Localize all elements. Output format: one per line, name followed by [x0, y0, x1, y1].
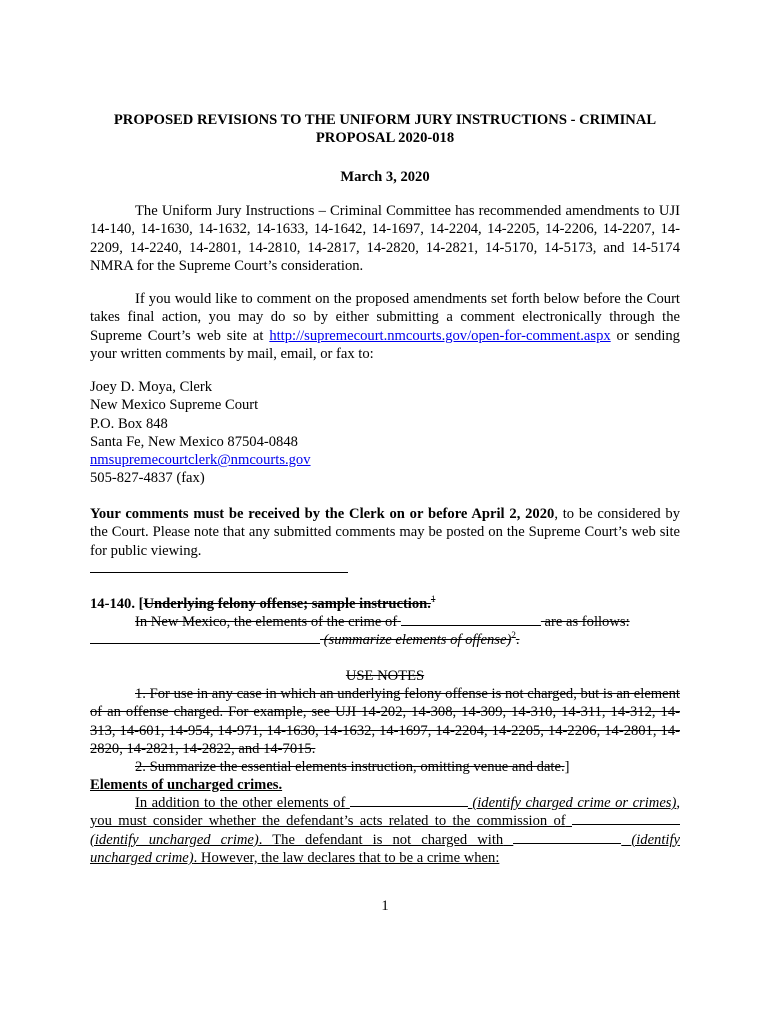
uncharged-crimes-heading: Elements of uncharged crimes.: [90, 777, 283, 793]
title-line-2: PROPOSAL 2020-018: [315, 130, 455, 147]
new-p-text-d: (identify uncharged crime): [90, 831, 259, 848]
use-note-2-bracket: ]: [564, 759, 570, 775]
uncharged-crime-blank-2: [513, 831, 621, 844]
new-p-text-c: , you must consider whether the defendant’s acts related to the commission of: [90, 795, 680, 830]
intro-paragraph-2-text-b: or sending your written comments by mail, email, or fax to:: [90, 327, 680, 362]
uncharged-crime-blank-1: [572, 812, 680, 825]
open-for-comment-link[interactable]: http://supremecourt.nmcourts.gov/open-for-comment.aspx: [269, 327, 611, 344]
struck-line-2-end: .: [515, 632, 520, 648]
title-line-1: PROPOSED REVISIONS TO THE UNIFORM JURY INSTRUCTIONS - CRIMINAL: [113, 112, 657, 128]
intro-paragraph-2: [90, 290, 680, 363]
struck-line-2-text: (summarize elements of offense): [323, 632, 512, 648]
address-line-court: New Mexico Supreme Court: [90, 397, 259, 414]
address-line-box: P.O. Box 848: [90, 415, 168, 432]
crime-blank: [401, 613, 541, 626]
document-date: March 3, 2020: [340, 169, 430, 185]
deadline-paragraph: [90, 505, 680, 560]
deadline-bold-text: Your comments must be received by the Clerk on or before April 2, 2020: [90, 506, 555, 522]
instruction-number: 14-140. [: [90, 596, 144, 612]
new-p-text-e: . The defendant is not charged with: [258, 831, 504, 848]
struck-line-1-text-b: are as follows:: [544, 614, 630, 630]
new-p-text-f: (identify uncharged crime): [90, 831, 680, 866]
struck-elements-line-2: [90, 631, 680, 649]
uncharged-crimes-paragraph: [90, 794, 680, 867]
separator-rule: [90, 572, 348, 573]
intro-paragraph-1: The Uniform Jury Instructions – Criminal Committee has recommended amendments to UJI 14-140, 14-1630, 14-1632, 14-1633, 14-1642, 14-1697, 14-2204, 14-2205, 14-2206, 14-2207, 14-2209, 14-2240, 14-2801, 14-2810, 14-2817, 14-2820, 14-2821, 14-5170, 14-5173, and 14-5174 NMRA for the Supreme Court’s consideration.: [90, 203, 680, 274]
use-notes-heading: USE NOTES: [345, 668, 425, 684]
elements-footnote-ref: 2: [511, 630, 516, 641]
page-number: 1: [381, 898, 389, 914]
address-line-fax: 505-827-4837 (fax): [90, 470, 205, 487]
new-p-text-b: (identify charged crime or crimes): [472, 795, 677, 811]
document-title: [90, 111, 680, 148]
new-p-text-a: In addition to the other elements of: [135, 795, 346, 811]
address-line-city: Santa Fe, New Mexico 87504-0848: [90, 433, 298, 450]
use-note-2-text: 2. Summarize the essential elements instruction, omitting venue and date.: [135, 759, 565, 775]
clerk-address: [90, 378, 490, 488]
charged-crime-blank: [350, 794, 468, 807]
elements-blank: [90, 631, 320, 644]
intro-paragraph-2-text-a: If you would like to comment on the proposed amendments set forth below before the Court takes final action, you may do so by either submitting a comment electronically through the Supreme Court’s web site at: [90, 291, 680, 344]
clerk-email-link[interactable]: nmsupremecourtclerk@nmcourts.gov: [90, 452, 311, 469]
use-note-1: 1. For use in any case in which an underlying felony offense is not charged, but is an element of an offense charged. For example, see UJI 14-202, 14-308, 14-309, 14-310, 14-311, 14-312, 14-313, 14-601, 14-954, 14-971, 14-1630, 14-1632, 14-1697, 14-2204, 14-2205, 14-2206, 14-2801, 14-2820, 14-2821, 14-2822, and 14-7015.: [90, 686, 680, 757]
deadline-rest-text: , to be considered by the Court. Please note that any submitted comments may be posted on the Supreme Court’s web site for public viewing.: [90, 506, 680, 559]
address-line-name: Joey D. Moya, Clerk: [90, 379, 213, 395]
struck-elements-line-1: [90, 613, 680, 631]
heading-footnote-ref: 1: [430, 594, 436, 605]
use-note-2: [90, 758, 680, 776]
struck-heading-text: Underlying felony offense; sample instruction.: [143, 596, 431, 612]
instruction-heading: [90, 595, 680, 613]
struck-line-1-text-a: In New Mexico, the elements of the crime of: [135, 614, 398, 630]
new-p-text-g: . However, the law declares that to be a crime when:: [193, 849, 500, 866]
